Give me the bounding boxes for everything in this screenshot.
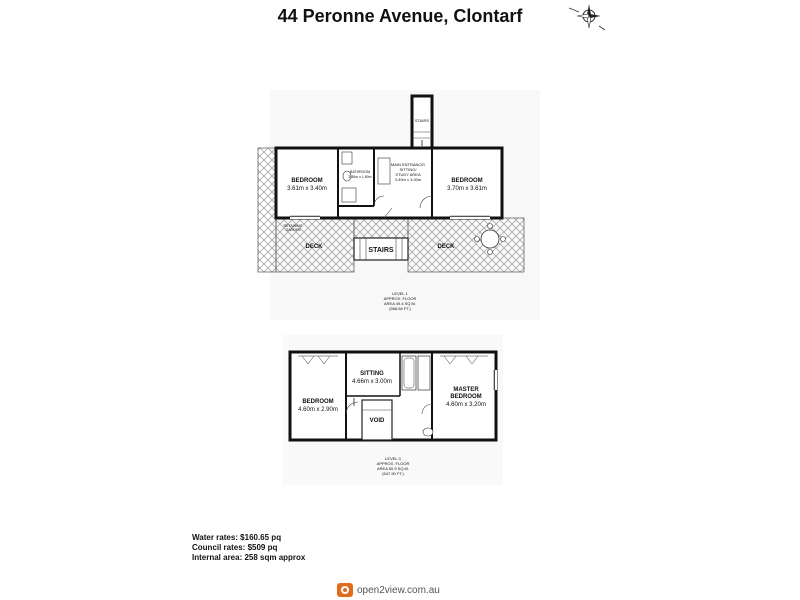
l2-void: VOID: [369, 418, 385, 424]
footer-branding: [337, 582, 463, 598]
l1-bedroom-right-name: BEDROOM: [451, 178, 483, 184]
l1-stairs-deck: STAIRS: [368, 247, 394, 254]
retaining-garden: [258, 148, 276, 272]
l1-retaining-line2: GARDEN: [285, 228, 301, 232]
l2-note-line3: AREA 50.9 SQ.M.: [376, 466, 410, 471]
l2-note-line2: APPROX. FLOOR: [376, 461, 410, 466]
l1-deck-right: DECK: [437, 244, 455, 250]
l1-retaining-line1: RETAINING: [283, 224, 303, 228]
open2view-logo-icon: [337, 583, 353, 597]
l1-note-line4: (568.84 FT.): [389, 306, 411, 311]
l1-main-entrance-line2: SITTING/: [399, 167, 417, 172]
page-title: 44 Peronne Avenue, Clontarf: [277, 6, 523, 26]
l2-bedroom-name: BEDROOM: [302, 399, 334, 405]
footer-url: open2view.com.au: [357, 584, 440, 596]
l1-main-entrance-dims: 3.40m x 3.00m: [394, 177, 422, 182]
l1-bathroom-name: BATHROOM: [350, 170, 370, 174]
l2-sitting-dims: 4.66m x 3.00m: [352, 379, 392, 385]
l1-bathroom-dims: 2.80m x 1.80m: [348, 175, 372, 179]
l2-master-dims: 4.60m x 3.20m: [446, 402, 486, 408]
l1-deck-left: DECK: [305, 244, 323, 250]
l2-master-line1: MASTER: [453, 387, 479, 393]
l2-master-line2: BEDROOM: [450, 394, 482, 400]
l2-bedroom-dims: 4.60m x 2.90m: [298, 407, 338, 413]
l1-bedroom-left-name: BEDROOM: [291, 178, 323, 184]
property-info: [192, 533, 305, 563]
l1-main-entrance-line3: STUDY AREA: [395, 172, 421, 177]
l2-note-line4: (547.90 FT.): [382, 471, 404, 476]
l1-note-line3: AREA 49.4 SQ.M.: [383, 301, 417, 306]
l2-sitting-name: SITTING: [360, 371, 384, 377]
internal-area: Internal area: 258 sqm approx: [192, 553, 306, 562]
l2-note-line1: LEVEL 0: [385, 456, 401, 461]
deck-right: [408, 218, 524, 272]
l1-note-line1: LEVEL 1: [392, 291, 408, 296]
council-rates: Council rates: $509 pq: [192, 543, 278, 552]
water-rates: Water rates: $160.65 pq: [192, 533, 282, 542]
l1-bedroom-right-dims: 3.70m x 3.61m: [447, 186, 487, 192]
l1-note-line2: APPROX. FLOOR: [383, 296, 417, 301]
l1-main-entrance-line1: MAIN ENTRANCE/: [390, 162, 426, 167]
l1-bedroom-left-dims: 3.61m x 3.40m: [287, 186, 327, 192]
l1-stairs-top: STAIRS: [414, 118, 430, 123]
